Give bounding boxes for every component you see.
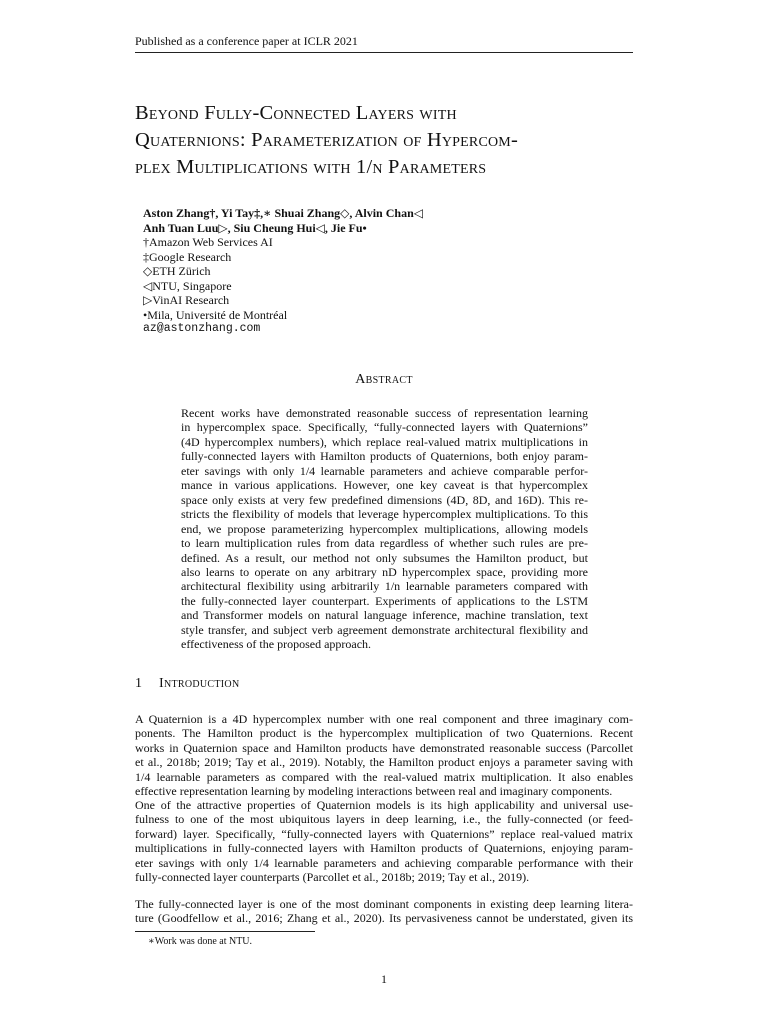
- footnote: ∗Work was done at NTU.: [148, 936, 253, 947]
- affiliation: ‡Google Research: [143, 249, 232, 264]
- abstract-heading: Abstract: [355, 372, 413, 387]
- body-line: multiplications in fully-connected layers with Hamilton products of Quaternions, enjoying param-: [135, 841, 633, 856]
- abstract-line: space only exists at very few predefined dimensions (4D, 8D, and 16D). This re-: [181, 492, 588, 507]
- abstract-line: in hypercomplex space. Specifically, “fully-connected layers with Quaternions”: [181, 420, 588, 435]
- author-block: [143, 206, 543, 337]
- body-line: One of the attractive properties of Quaternion models is its high applicability and universal use-: [135, 798, 633, 812]
- body-line: A Quaternion is a 4D hypercomplex number with one real component and three imaginary com-: [135, 712, 633, 726]
- affiliation: ▷VinAI Research: [143, 293, 230, 307]
- abstract-line: mance in various applications. However, one key caveat is that hypercomplex: [181, 478, 588, 493]
- abstract-text: [181, 406, 588, 652]
- section-heading: [135, 676, 435, 692]
- page-number: 1: [381, 972, 387, 986]
- body-line: fulness to one of the most ubiquitous layers in deep learning, i.e., the fully-connected (or feed-: [135, 812, 633, 827]
- abstract-line: end, we propose parameterizing hypercomplex multiplications, allowing models: [181, 521, 588, 536]
- abstract-line: (4D hypercomplex numbers), which replace real-valued matrix multiplications in: [181, 434, 588, 449]
- abstract-line: and Transformer models on natural language inference, machine translation, text: [181, 608, 588, 623]
- body-line: ponents. The Hamilton product is the hypercomplex multiplication of two Quaternions. Recent: [135, 726, 633, 741]
- body-line: effective representation learning by modeling interactions between real and imaginary components.: [135, 784, 613, 799]
- body-line: forward) layer. Specifically, “fully-connected layers with Quaternions” replace real-valued matrix: [135, 826, 633, 841]
- running-header: Published as a conference paper at ICLR 2021: [135, 34, 358, 48]
- section-number: 1: [135, 676, 143, 691]
- abstract-line: effectiveness of the proposed approach.: [181, 637, 372, 652]
- abstract-line: defined. As a result, our method not only subsumes the Hamilton product, but: [181, 550, 588, 565]
- title-line-1: Beyond Fully-Connected Layers with: [135, 102, 457, 124]
- affiliation: †Amazon Web Services AI: [143, 235, 273, 249]
- intro-paragraph-3: [135, 897, 633, 926]
- author-email[interactable]: az@astonzhang.com: [143, 322, 261, 335]
- abstract-line: fully-connected layers with Hamilton products of Quaternions, both enjoy param-: [181, 449, 588, 464]
- author-line-1: Aston Zhang†, Yi Tay‡,∗ Shuai Zhang◇, Alvin Chan◁: [143, 206, 423, 220]
- title-line-2: Quaternions: Parameterization of Hypercom-: [135, 129, 518, 151]
- section-title: Introduction: [159, 676, 240, 691]
- intro-paragraph-2: [135, 798, 633, 885]
- intro-paragraph-1: [135, 712, 633, 799]
- body-line: 1/4 learnable parameters as compared with the real-valued matrix multiplication. It also enables: [135, 769, 633, 784]
- body-line: ture (Goodfellow et al., 2016; Zhang et al., 2020). Its pervasiveness cannot be understated, given its: [135, 911, 633, 926]
- abstract-line: stricts the flexibility of models that leverage hypercomplex multiplications. To this: [181, 507, 588, 522]
- header-rule: [135, 52, 633, 53]
- abstract-line: Recent works have demonstrated reasonable success of representation learning: [181, 406, 588, 420]
- body-line: et al., 2018b; 2019; Tay et al., 2019). Notably, the Hamilton product enjoys a parameter saving with: [135, 755, 633, 770]
- abstract-line: also learns to operate on any arbitrary nD hypercomplex space, providing more: [181, 564, 588, 579]
- footnote-rule: [135, 931, 315, 932]
- abstract-line: the fully-connected layer counterpart. Experiments of applications to the LSTM: [181, 593, 588, 608]
- paper-title: [135, 100, 645, 181]
- affiliation: ◇ETH Zürich: [143, 264, 211, 278]
- affiliation: ◁NTU, Singapore: [143, 278, 232, 293]
- abstract-line: to learn multiplication rules from data regardless of whether such rules are pre-: [181, 536, 588, 551]
- abstract-line: architectural flexibility using arbitrarily 1/n learnable parameters compared with: [181, 579, 588, 594]
- title-line-3: plex Multiplications with 1/n Parameters: [135, 156, 487, 178]
- abstract-line: style transfer, and subject verb agreement demonstrate architectural flexibility and: [181, 622, 588, 637]
- body-line: works in Quaternion space and Hamilton products have demonstrated reasonable success (Parcollet: [135, 740, 633, 755]
- body-line: The fully-connected layer is one of the most dominant components in existing deep learning litera-: [135, 897, 633, 911]
- body-line: eter savings with only 1/4 learnable parameters and achieving comparable performance with their: [135, 855, 633, 870]
- abstract-line: eter savings with only 1/4 learnable parameters and achieve comparable perfor-: [181, 463, 588, 478]
- affiliation: •Mila, Université de Montréal: [143, 307, 288, 322]
- author-line-2: Anh Tuan Luu▷, Siu Cheung Hui◁, Jie Fu•: [143, 220, 367, 235]
- body-line: fully-connected layer counterparts (Parcollet et al., 2018b; 2019; Tay et al., 2019).: [135, 870, 530, 885]
